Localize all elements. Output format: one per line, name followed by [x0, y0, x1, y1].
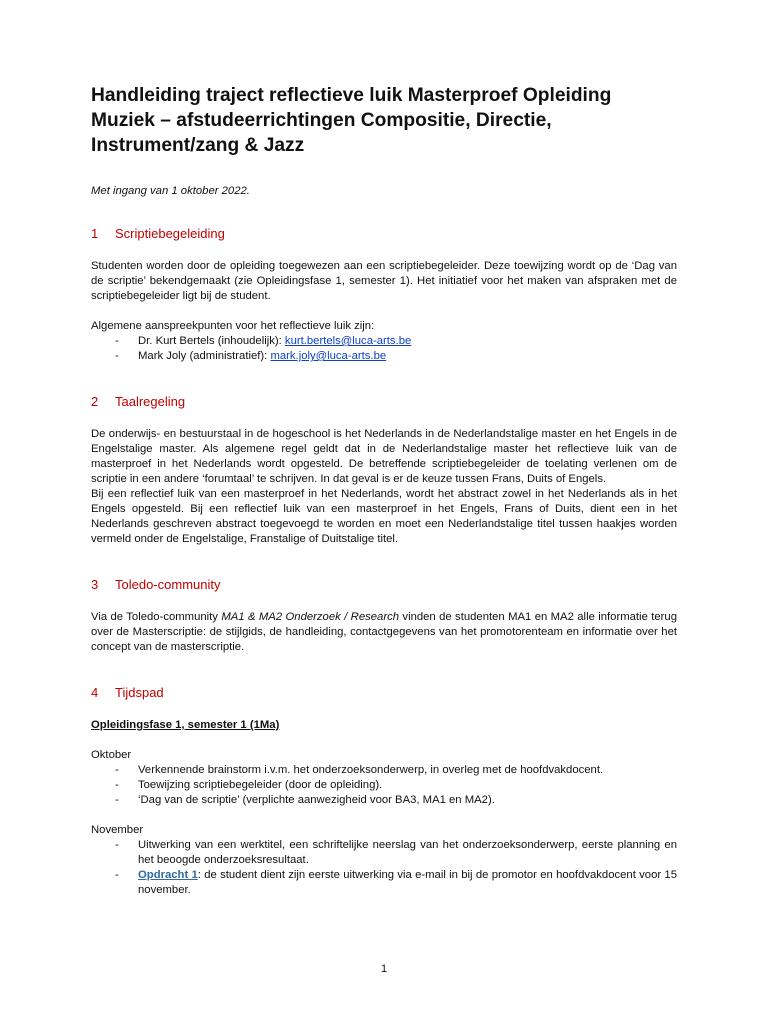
dash-bullet: - — [115, 839, 119, 851]
list-item — [91, 793, 677, 808]
dash-bullet: - — [115, 794, 119, 806]
section-heading — [91, 394, 677, 409]
contact-name: Mark Joly (administratief): — [138, 350, 271, 362]
section-number: 3 — [91, 577, 99, 592]
section-number: 2 — [91, 394, 99, 409]
section-heading — [91, 685, 677, 700]
section-heading — [91, 226, 677, 241]
document-title: Handleiding traject reflectieve luik Masterproef Opleiding Muziek – afstudeerrichtingen Compositie, Directie, Instrument/zang & Jazz — [91, 85, 612, 156]
text-run: vinden de studenten MA1 en MA2 alle informatie terug over de Masterscriptie: de stijlgids, de handleiding, contactgegevens van het promotorenteam en informatie over het concept van de masterscriptie. — [91, 611, 677, 653]
list-text: : de student dient zijn eerste uitwerking via e-mail in bij de promotor en hoofdvakdocent voor 15 november. — [138, 869, 677, 896]
section-title: Tijdspad — [115, 685, 164, 700]
dash-bullet: - — [115, 764, 119, 776]
contact-list — [91, 334, 677, 364]
section-title: Taalregeling — [115, 394, 186, 409]
section-title: Toledo-community — [115, 577, 221, 592]
list-item — [91, 349, 677, 364]
month-label: November — [91, 824, 144, 836]
section-heading — [91, 577, 677, 592]
text-run: Via de Toledo-community — [91, 611, 222, 623]
paragraph: De onderwijs- en bestuurstaal in de hogeschool is het Nederlands in de Nederlandstalige master en het Engels in de Engelstalige master. Als algemene regel geldt dat in de Nederlandstalige master het reflectieve luik van de masterproef in het Nederlands wordt opgesteld. De betreffende scriptiebegeleider de toelating verlenen om de scriptie in een andere ‘forumtaal’ te schrijven. In dat geval is er de keuze tussen Frans, Duits of Engels. — [91, 428, 677, 485]
contact-name: Dr. Kurt Bertels (inhoudelijk): — [138, 335, 285, 347]
section-tijdspad — [91, 685, 677, 898]
dash-bullet: - — [115, 869, 119, 881]
list-item — [91, 334, 677, 349]
list-item — [91, 838, 677, 868]
list-item — [91, 868, 677, 898]
section-toledo-community — [91, 577, 677, 655]
section-scriptiebegeleiding — [91, 226, 677, 364]
month-label: Oktober — [91, 749, 132, 761]
list-text: Verkennende brainstorm i.v.m. het onderzoeksonderwerp, in overleg met de hoofdvakdocent. — [138, 764, 604, 776]
list-text: Uitwerking van een werktitel, een schriftelijke neerslag van het onderzoeksonderwerp, eerste planning en het beoogde onderzoeksresultaat. — [138, 839, 677, 866]
section-taalregeling — [91, 394, 677, 547]
section-number: 1 — [91, 226, 99, 241]
list-text: ‘Dag van de scriptie’ (verplichte aanwezigheid voor BA3, MA1 en MA2). — [138, 794, 495, 806]
section-title: Scriptiebegeleiding — [115, 226, 225, 241]
dash-bullet: - — [115, 350, 119, 362]
list-text: Toewijzing scriptiebegeleider (door de opleiding). — [138, 779, 383, 791]
november-list — [91, 838, 677, 898]
dash-bullet: - — [115, 335, 119, 347]
paragraph: Studenten worden door de opleiding toegewezen aan een scriptiebegeleider. Deze toewijzing wordt op de ‘Dag van de scriptie’ bekendgemaakt (zie Opleidingsfase 1, semester 1). Het initiatief voor het maken van afspraken met de scriptiebegeleider ligt bij de student. — [91, 260, 677, 302]
paragraph: Bij een reflectief luik van een masterproef in het Nederlands, wordt het abstract zowel in het Nederlands als in het Engels opgesteld. Bij een reflectief luik van een masterproef in het Engels, Frans of Duits, dient een in het Nederlands geschreven abstract toegevoegd te worden en moet een Nederlandstalige titel tussen haakjes worden vermeld onder de Engelstalige, Franstalige of Duitstalige titel. — [91, 488, 677, 545]
community-name: MA1 & MA2 Onderzoek / Research — [221, 611, 400, 623]
list-item — [91, 778, 677, 793]
document-page — [91, 83, 677, 928]
paragraph: Algemene aanspreekpunten voor het reflectieve luik zijn: — [91, 320, 375, 332]
oktober-list — [91, 763, 677, 808]
dash-bullet: - — [115, 779, 119, 791]
email-link[interactable]: kurt.bertels@luca-arts.be — [284, 335, 412, 347]
subheading: Opleidingsfase 1, semester 1 (1Ma) — [91, 719, 280, 731]
email-link[interactable]: mark.joly@luca-arts.be — [270, 350, 387, 362]
list-item — [91, 763, 677, 778]
paragraph — [91, 610, 677, 655]
section-number: 4 — [91, 685, 99, 700]
intro-date: Met ingang van 1 oktober 2022. — [91, 185, 250, 197]
page-number: 1 — [380, 963, 388, 975]
opdracht-link[interactable]: Opdracht 1 — [138, 869, 198, 881]
